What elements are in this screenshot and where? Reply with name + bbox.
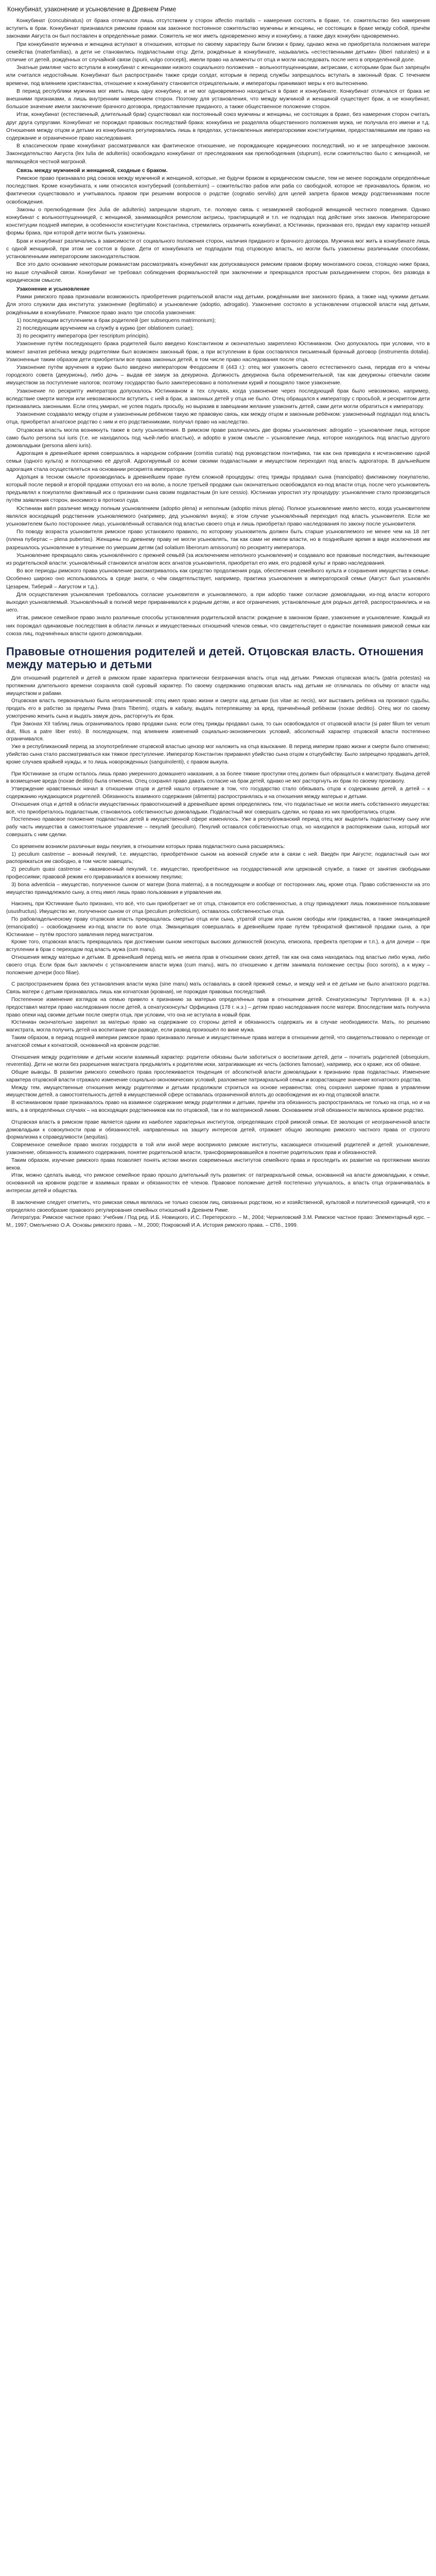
- paragraph: Отношения между родителями и детьми носили взаимный характер: родители обязаны были заботиться о воспитании детей, дети – почитать родителей (obsequium, reverentia). Дети не могли без разрешения магистрата предъявлять к родителям иски, затрагивающие их честь (actiones famosae), например, иск о краже, иск об обмане.: [6, 1054, 430, 1068]
- paragraph: Отцовская власть первоначально была неограниченной: отец имел право жизни и смерти над детьми (ius vitae ac necis), мог выставить ребёнка на произвол судьбы, продать его в рабство за пределы Рима (trans Tiberim), отдать в кабалу, выдать потерпевшему за вред, причинённый ребёнком (noxae deditio). Отец мог по своему усмотрению женить сына и выдать замуж дочь, расторгнуть их брак.: [6, 698, 430, 720]
- paragraph: При Законах XII таблиц лишь ограничивалось право продажи сына: если отец трижды продавал сына, то сын освобождался от отцовской власти (si pater filium ter venum duit, filius a patre liber esto). В последующем, под влиянием изменений социально-экономических условий, абсолютный характер отцовской власти постепенно ограничивался.: [6, 721, 430, 742]
- paragraph: Во все периоды римского права усыновление рассматривалось как средство продолжения рода, обеспечения семейного культа и сохранения имущества в семье. Особенно широко оно использовалось в среде знати, о чём свидетельствует, например, практика усыновления в императорской семье (Август был усыновлён Цезарем, Тиберий – Августом и т.д.).: [6, 568, 430, 590]
- paragraph: Утверждение нравственных начал в отношении отцов и детей нашло отражение в том, что государство стало обязывать отцов к содержанию детей, а детей – к содержанию нуждающихся родителей. Обязанность взаимного содержания (alimenta) распространялась и на отношения между матерью и детьми.: [6, 786, 430, 800]
- subheading: Узаконение и усыновление: [16, 285, 90, 292]
- paragraph: Узаконение путём вручения в курию было введено императором Феодосием II (443 г.): отец мог узаконить своего естественного сына, передав его в члены городского совета (декурионы), либо дочь – выдав её замуж за декуриона. Должность декуриона была обременительной, так как декурионы отвечали своим имуществом за поступление налогов; поэтому государство было заинтересовано в пополнении курий и поощряло такое узаконение.: [6, 364, 430, 386]
- paragraph: В классическом праве конкубинат рассматривался как фактическое отношение, не порождающее юридических последствий, но и не запрещённое законом. Законодательство Августа (lex Iulia de adulteriis) освобождало конкубинат от преследования как прелюбодеяния (stuprum), если сожительство было с женщиной, не являющейся честной матроной.: [6, 143, 430, 165]
- paragraph: Узаконение создавало между отцом и узаконенным ребёнком такую же правовую связь, как между отцом и законным ребёнком: узаконенный подпадал под власть отца, приобретал агнатское родство с ним и его родственниками, получал право на наследство.: [6, 411, 430, 426]
- paragraph: Общие выводы. В развитии римского семейного права прослеживается тенденция от абсолютной власти домовладыки к признанию прав подвластных. Изменение характера отцовской власти отражало изменение социально-экономических условий, разложение патриархальной семьи и возрастающее значение когнатского родства.: [6, 1070, 430, 1083]
- paragraph: Усыновление прекращало связь усыновлённого с прежней семьёй (за исключением неполного усыновления) и создавало все правовые последствия, вытекающие из родительской власти: усыновлённый становился агнатом всех агнатов усыновителя, приобретал его имя, его родовой культ и право наследования.: [6, 552, 430, 567]
- paragraph: Отношения между матерью и детьми. В древнейший период мать не имела прав в отношении своих детей, так как она сама находилась под властью либо мужа, либо своего отца. Если брак был заключён с установлением власти мужа (cum manu), мать по отношению к детям занимала положение сестры (loco sororis), а к мужу – положение дочери (loco filiae).: [6, 954, 430, 976]
- paragraph: Брак и конкубинат различались в зависимости от социального положения сторон, наличия приданого и брачного договора. Мужчина мог жить в конкубинате лишь с одной женщиной, при этом не состоя в браке. Дети от конкубинатa не подпадали под отцовскую власть, но могли быть узаконены различными способами, установленными императорским законодательством.: [6, 238, 430, 260]
- paragraph: Постепенно правовое положение подвластных детей в имущественной сфере изменялось. Уже в республиканский период отец мог выделить подвластному сыну или рабу часть имущества в самостоятельное управление – пекулий (peculium). Пекулий оставался собственностью отца, но находился в распоряжении сына, который мог совершать с ним сделки.: [6, 817, 430, 838]
- document-page: [0, 0, 436, 1238]
- paragraph: По рабовладельческому праву отцовская власть прекращалась смертью отца или сына, утратой отцом или сыном свободы или гражданства, а также эманципацией (emancipatio) – освобождением из-под власти по воле отца. Эманципация совершалась в древнейшем праве путём трёхкратной фиктивной продажи сына, а при Юстиниане – путём простого заявления перед магистратом.: [6, 916, 430, 938]
- paragraph: Узаконение по рескрипту императора допускалось Юстинианом в тех случаях, когда узаконение через последующий брак было невозможно, например, вследствие смерти матери или невозможности вступить с ней в брак, а законных детей у отца не было. Отец обращался к императору с просьбой, и рескриптом дети признавались законными. Если отец умирал, не успев подать просьбу, но выразив в завещании желание узаконить детей, сами дети могли обратиться к императору.: [6, 387, 430, 410]
- list-item: 3) по рескрипту императора (per rescriptum principis).: [16, 333, 150, 340]
- parent-child-section: [6, 645, 430, 1230]
- paragraph: Юстиниан окончательно закрепил за матерью право на содержание со стороны детей и обязанность содержать их в случае необходимости. Мать, по решению магистрата, могла получить детей на воспитание при разводе, если развод произошёл по вине мужа.: [6, 1020, 430, 1033]
- paragraph: Законы о прелюбодеянии (lex Julia de adulteriis) запрещали stuprum, т.е. половую связь с незамужней свободной женщиной честного поведения. Однако конкубинат с вольноотпущенницей, с женщиной, занимающейся ремеслом актрисы, трактирщицей и т.п. не подпадал под действие этих законов. Императорские конституции поздней империи, в особенности конституции Константина, стремились ограничить конкубинат, а Юстиниан, признавая его, придал ему характер низшей формы брака, при которой дети могли быть узаконены.: [6, 206, 430, 236]
- section-body: [6, 675, 430, 1230]
- paragraph: При Юстиниане за отцом осталось лишь право умеренного домашнего наказания, а за более тяжкие проступки отец должен был обращаться к магистрату. Выдача детей в возмещение вреда (noxae deditio) была отменена. Отец сохранял право давать согласие на брак детей, однако не мог расторгнуть их брак по своему произволу.: [6, 771, 430, 785]
- paragraph: Таким образом, в период поздней империи римское право признавало личные и имущественные права матери в отношении детей, что свидетельствовало о переходе от агнатской семьи к когнатской, основанной на кровном родстве.: [6, 1035, 430, 1048]
- paragraph: Отношения отца и детей в области имущественных правоотношений в древнейшее время определялись тем, что подвластные не могли иметь собственного имущества: всё, что приобреталось подвластным, становилось собственностью домовладыки. Подвластный мог совершать сделки, но права из них приобретались отцом.: [6, 801, 430, 815]
- paragraph: Для осуществления усыновления требовалось согласие усыновителя и усыновляемого, а при adoptio также согласие домовладыки, из-под власти которого выходил усыновляемый. Усыновлённый в полной мере приравнивался к родным детям, и все ограничения, установленные для родных детей, распространялись и на него.: [6, 591, 430, 614]
- paragraph: Юстиниан ввёл различие между полным усыновлением (adoptio plena) и неполным (adoptio minus plena). Полное усыновление имело место, когда усыновителем являлся восходящий родственник усыновляемого (например, дед усыновлял внука); в этом случае усыновлённый переходил под власть усыновителя. Если же усыновителем было постороннее лицо, усыновлённый оставался под властью своего отца и лишь приобретал право наследования по закону после усыновителя.: [6, 505, 430, 527]
- paragraph: Итак, римское семейное право знало различные способы установления родительской власти: рождение в законном браке, узаконение и усыновление. Каждый из них порождал одинаковые последствия в области личных и имущественных отношений членов семьи, что свидетельствует о единстве понимания римской семьи как союза лиц, подчинённых власти одного домовладыки.: [6, 615, 430, 637]
- paragraph: С распространением брака без установления власти мужа (sine manu) мать оставалась в своей прежней семье, и между ней и её детьми не было агнатского родства. Связь матери с детьми признавалась лишь как когнатская (кровная), не порождая правовых последствий.: [6, 981, 430, 995]
- paragraph: Адопция в тесном смысле производилась в древнейшем праве путём сложной процедуры: отец трижды продавал сына (mancipatio) фиктивному покупателю, который после первой и второй продажи отпускал его на волю, а после третьей продажи сын окончательно освобождался из-под власти отца, после чего усыновитель предъявлял к покупателю фиктивный иск о признании сына своим подвластным (in iure cessio). Юстиниан упростил эту процедуру: усыновление стало производиться путём заявления сторон, вносимого в протокол суда.: [6, 473, 430, 504]
- paragraph: 1) peculium castrense – военный пекулий, т.е. имущество, приобретённое сыном на военной службе или в связи с ней. Введён при Августе; подвластный сын мог распоряжаться им свободно, в том числе завещать;: [6, 851, 430, 865]
- paragraph: По поводу возраста усыновителя римское право установило правило, по которому усыновитель должен быть старше усыновляемого не менее чем на 18 лет (плена пубертас – plena pubertas). Женщины по древнему праву не могли усыновлять, так как сами не имели власти, но в позднейшее время в виде исключения им разрешалось усыновление в утешение по умершим детям (ad solatium liberorum amissorum) по рескрипту императора.: [6, 529, 430, 551]
- paragraph: 3) bona adventicia – имущество, полученное сыном от матери (bona materna), а в последующем и вообще от посторонних лиц, кроме отца. Право собственности на это имущество принадлежало сыну, а отец имел лишь право пользования и управления им.: [6, 882, 430, 895]
- paragraph: Знатные римляне часто вступали в конкубинат с женщинами низкого социального положения – вольноотпущенницами, актрисами, с которыми брак был запрещён или считался недостойным. Конкубинат был распространён также среди солдат, которым в период службы запрещалось вступать в законный брак. С течением времени, под влиянием христианства, отношение к конкубинату становится отрицательным, и императоры принимают меры к его вытеснению.: [6, 64, 430, 87]
- paragraph: Уже в республиканский период за злоупотребление отцовской властью цензор мог наложить на отца взыскание. В период империи право жизни и смерти было отменено; убийство сына стало рассматриваться как тяжкое преступление. Император Константин приравнял убийство сына отцом к отцеубийству. Было запрещено продавать детей, кроме случаев крайней нужды, и то лишь новорожденных (sanguinolenti), с правом выкупа.: [6, 744, 430, 765]
- paragraph: Со временем возникли различные виды пекулия, в отношении которых права подвластного сына расширялись:: [11, 843, 285, 850]
- list-item: 1) последующим вступлением в брак родителей (per subsequens matrimonium);: [16, 317, 216, 324]
- paragraph: При конкубинате мужчина и женщина вступают в отношения, которые по своему характеру были близки к браку, однако жена не приобретала положения матери семейства (materfamilias), а дети не становились подвластными отцу. Дети, рождённые в конкубинате, назывались «естественными детьми» (liberi naturales) и в отличие от детей, рождённых от случайной связи (spurii, vulgo concepti), имели право на алименты от отца и могли наследовать после него в определённой доле.: [6, 41, 430, 63]
- paragraph: Кроме того, отцовская власть прекращалась при достижении сыном некоторых высоких должностей (консула, епископа, префекта претории и т.п.), а для дочери – при вступлении в брак с переходом под власть мужа (cum manu).: [6, 939, 430, 953]
- paragraph: Конкубинат (concubinatus) от брака отличался лишь отсутствием у сторон affectio maritalis – намерения состоять в браке, т.е. сожительство без намерения вступить в брак. Конкубинат признавался римским правом как законное постоянное сожительство мужчины и женщины, не состоящих в браке между собой, причём законами Августа он был поставлен в определённые рамки. Сожитель не мог иметь одновременно жену и конкубину, а также двух конкубин одновременно.: [6, 18, 430, 40]
- paragraph: Узаконение путём последующего брака родителей было введено Константином и окончательно закреплено Юстинианом. Оно допускалось при условии, что в момент зачатия ребёнка между родителями был возможен законный брак, а при вступлении в брак составлялся письменный брачный договор (instrumenta dotalia). Узаконенные таким образом дети приобретали все права законных детей, в том числе право наследования после отца.: [6, 341, 430, 363]
- paragraph: Между тем, имущественные отношения между родителями и детьми продолжали строиться на основе неравенства: отец сохранял широкие права в управлении имуществом детей, а самостоятельность детей в имущественной сфере оставалась ограниченной вплоть до освобождения их из-под отцовской власти.: [6, 1084, 430, 1098]
- paragraph: Римское право признавало ряд союзов между мужчиной и женщиной, которые, не будучи браком в юридическом смысле, тем не менее порождали определённые последствия. Кроме конкубината, к ним относился контуберний (contubernium) – сожительство рабов или раба со свободной, которое не признавалось браком, но фактически существовало и учитывалось правом при решении вопросов о родстве (cognatio servilis) для целей запрета браков между родственниками после освобождения.: [6, 175, 430, 205]
- section-heading: Правовые отношения родителей и детей. Отцовская власть. Отношения между матерью и детьми: [6, 645, 424, 671]
- paragraph: В юстиниановом праве признавалось право на взаимное содержание между родителями и детьми, причём эта обязанность распространялась не только на отца, но и на мать, а в определённых случаях – на восходящих родственников как по отцовской, так и по материнской линии. Основанием этой обязанности являлось кровное родство.: [6, 1100, 430, 1114]
- list-item: 2) последующим вручением на службу в курию (per oblationem curiae);: [16, 325, 194, 331]
- paragraph: Рамки римского права признавали возможность приобретения родительской власти над детьми, рождёнными вне законного брака, а также над чужими детьми. Для этого служили два института: узаконение (legitimatio) и усыновление (adoptio, adrogatio). Узаконение состояло в установлении отцовской власти над детьми, рождёнными в конкубинате. Римское право знало три способа узаконения:: [6, 294, 430, 316]
- paragraph: Итак, можно сделать вывод, что римское семейное право прошло длительный путь развития: от патриархальной семьи, основанной на власти домовладыки, к семье, основанной на кровном родстве и взаимных правах и обязанностях её членов. Правовое положение детей постепенно улучшалось, а власть отца ограничивалась в интересах детей и общества.: [6, 1173, 430, 1194]
- paragraph: Наконец, при Юстиниане было признано, что всё, что сын приобретает не от отца, становится его собственностью, а отцу принадлежит лишь пожизненное пользование (ususfructus). Имущество же, полученное сыном от отца (peculium profecticium), оставалось собственностью отца.: [6, 901, 430, 915]
- subheading: Связь между мужчиной и женщиной, сходные с браком.: [16, 167, 168, 174]
- paragraph: Итак, конкубинат (естественный, длительный брак) существовал как постоянный союз мужчины и женщины, не состоящих в браке, без намерения сторон считать друг друга супругами. Конкубинат не порождал правовых последствий брака: конкубина не разделяла общественного положения мужа, не получала его имени и т.д. Отношения между отцом и детьми из конкубината регулировались лишь в пределах, установленных императорскими конституциями, предоставлявшими им право на содержание и ограниченное право наследования.: [6, 111, 430, 142]
- paragraph: Адрогация в древнейшее время совершалась в народном собрании (comitia curiata) под руководством понтифика, так как она приводила к исчезновению одной семьи (одного культа) и поглощению её другой. Адрогируемый со всеми своими подвластными и имуществом переходил под власть адрогатора. В дальнейшем адрогация стала осуществляться на основании рескрипта императора.: [6, 450, 430, 472]
- paragraph: Отцовская власть в римском праве является одним из наиболее характерных институтов, определявших строй римской семьи. Её эволюция от неограниченной власти домовладыки к совокупности прав и обязанностей, направленных на защиту интересов детей, отражает общую эволюцию римского частного права от строгого формализма к справедливости (aequitas).: [6, 1119, 430, 1141]
- paragraph: В заключение следует отметить, что римская семья являлась не только союзом лиц, связанных родством, но и хозяйственной, культовой и политической единицей, что и определяло своеобразие правового регулирования семейных отношений в Древнем Риме.: [6, 1199, 430, 1213]
- paragraph: Современное семейное право многих государств в той или иной мере восприняло римские институты, касающиеся отношений родителей и детей: усыновление, узаконение, обязанность взаимного содержания, понятие родительской власти, трансформировавшейся в понятие родительских прав и обязанностей.: [6, 1142, 430, 1156]
- document-title: Конкубинат, узаконение и усыновление в Древнем Риме: [7, 6, 177, 13]
- paragraph: Для отношений родителей и детей в римском праве характерна практически безграничная власть отца над детьми. Римская отцовская власть (patria potestas) на протяжении длительного времени сохраняла свой суровый характер. По своему содержанию отцовская власть над детьми не отличалась по объёму от власти над имуществом и рабами.: [6, 675, 430, 697]
- concubinatus-section: [6, 17, 430, 638]
- paragraph: 2) peculium quasi castrense – квазивоенный пекулий, т.е. имущество, приобретённое на государственной или церковной службе, а также от занятия свободными профессиями; правовой режим его приравнивался к военному пекулию;: [6, 867, 430, 880]
- paragraph: Все это дало основание некоторым романистам рассматривать конкубинат как допускавшуюся римским правом форму моногамного союза, стоящую ниже брака, но выше случайной связи. Конкубинат не требовал соблюдения формальностей при заключении и прекращался простым разъединением сторон, без развода в юридическом смысле.: [6, 261, 430, 283]
- paragraph: В период республики мужчина мог иметь лишь одну конкубину, и не мог одновременно находиться в браке и конкубинате. Конкубинат отличался от брака не внешними признаками, а лишь внутренним намерением сторон. Поэтому для установления, что между мужчиной и женщиной существует брак, а не конкубинат, большое значение имели заключение брачного договора, предоставление приданого, а также общественное положение сторон.: [6, 88, 430, 110]
- paragraph: Отцовская власть могла возникнуть также в силу усыновления. В римском праве различались две формы усыновления: adrogatio – усыновление лица, которое само было persona sui iuris (т.е. не находилось под чьей-либо властью), и adoptio в узком смысле – усыновление лица, которое находилось под властью другого домовладыки (persona alieni iuris).: [6, 427, 430, 449]
- paragraph: Литература: Римское частное право: Учебник / Под ред. И.Б. Новицкого, И.С. Перетерского. – М., 2004; Черниловский З.М. Римское частное право: Элементарный курс. – М., 1997; Омельченко О.А. Основы римского права. – М., 2000; Покровский И.А. История римского права. – СПб., 1999.: [6, 1215, 430, 1229]
- paragraph: Таким образом, изучение римского права позволяет понять истоки многих современных институтов семейного права и проследить их развитие на протяжении многих веков.: [6, 1157, 430, 1171]
- paragraph: Постепенное изменение взглядов на семью привело к признанию за матерью определённых прав в отношении детей. Сенатусконсульт Тертуллиана (II в. н.э.) предоставил матери право наследования после детей, а сенатусконсульт Орфициана (178 г. н.э.) – детям право наследования после матери. Впоследствии мать получила право опеки над своими детьми после смерти отца, при условии, что она не вступала в новый брак.: [6, 996, 430, 1018]
